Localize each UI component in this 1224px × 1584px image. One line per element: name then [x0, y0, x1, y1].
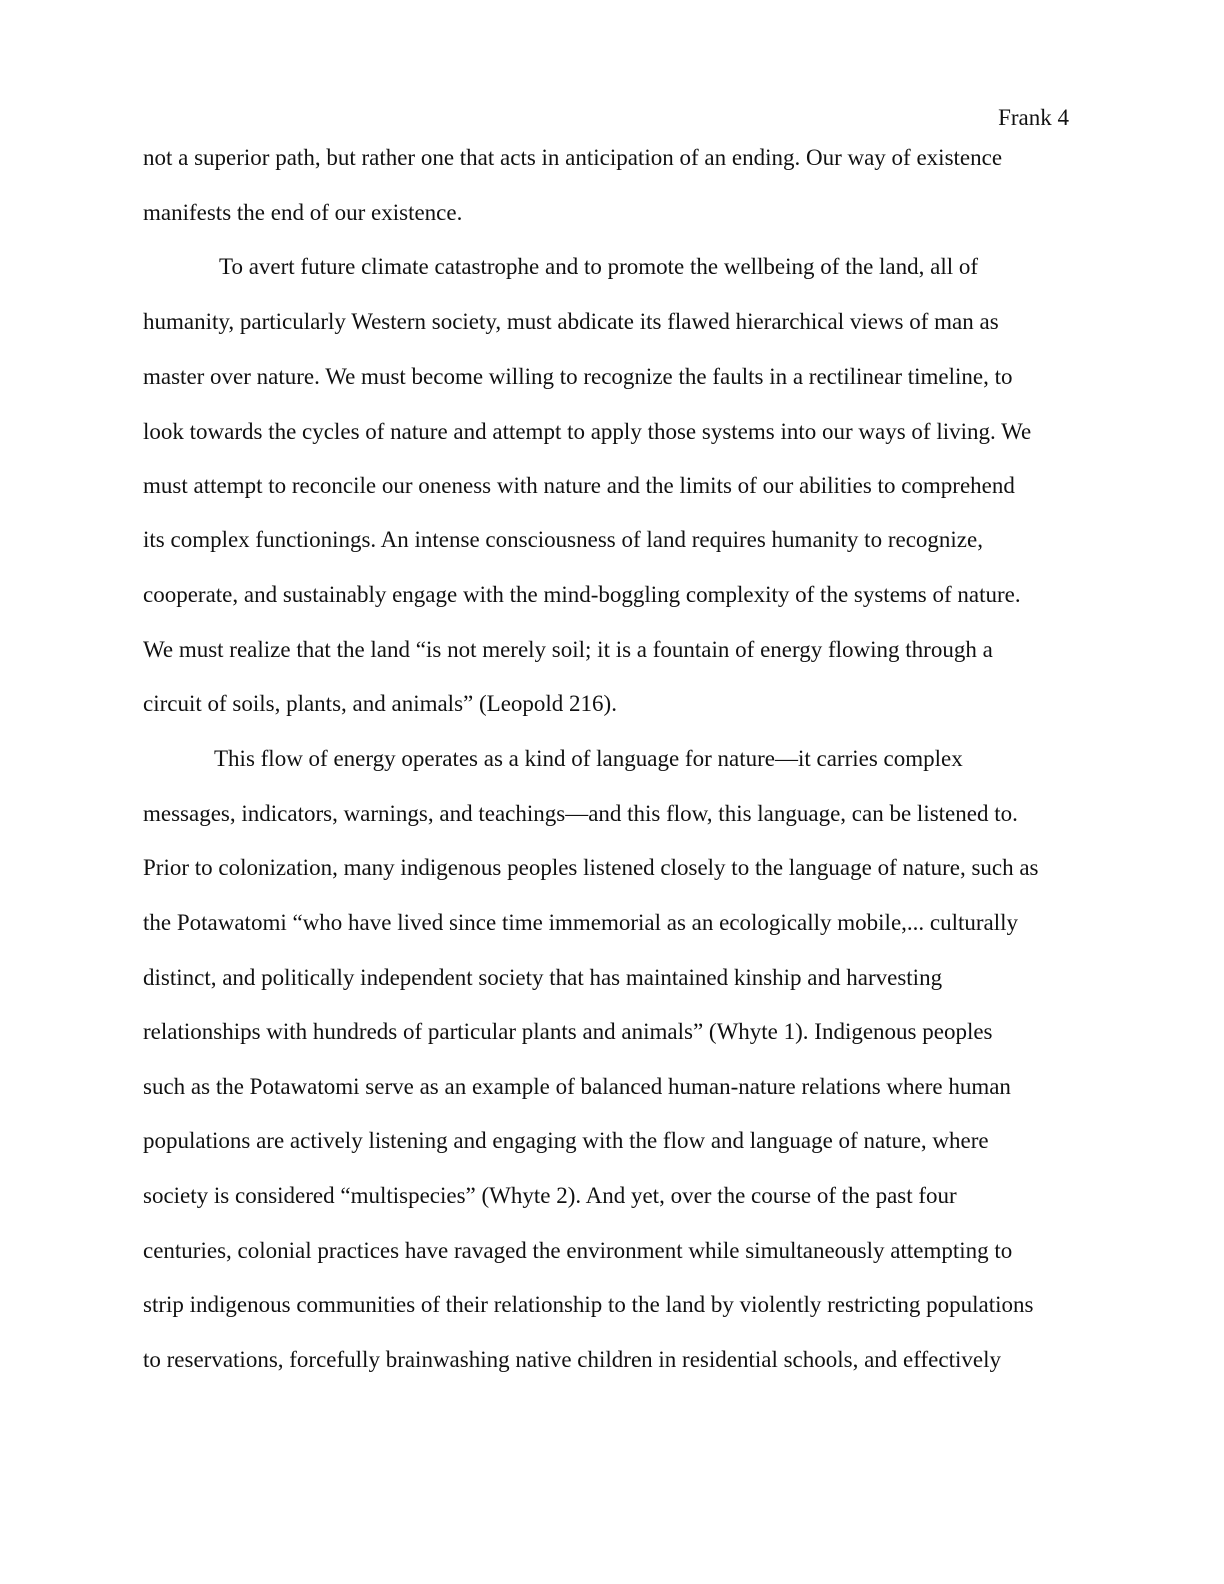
text-line: Prior to colonization, many indigenous peoples listened closely to the language of nature, such as [143, 855, 1039, 880]
paragraph-first-line: To avert future climate catastrophe and to promote the wellbeing of the land, all of [219, 254, 979, 279]
text-line: messages, indicators, warnings, and teachings—and this flow, this language, can be listened to. [143, 801, 1018, 826]
text-line: look towards the cycles of nature and attempt to apply those systems into our ways of living. We [143, 419, 1032, 444]
text-line: must attempt to reconcile our oneness with nature and the limits of our abilities to comprehend [143, 473, 1015, 498]
text-line: populations are actively listening and engaging with the flow and language of nature, where [143, 1128, 989, 1153]
text-line: humanity, particularly Western society, must abdicate its flawed hierarchical views of man as [143, 309, 999, 334]
text-line: centuries, colonial practices have ravaged the environment while simultaneously attempting to [143, 1238, 1013, 1263]
text-line: manifests the end of our existence. [143, 200, 463, 225]
running-head: Frank 4 [998, 105, 1069, 130]
text-line: distinct, and politically independent society that has maintained kinship and harvesting [143, 965, 943, 990]
text-line: such as the Potawatomi serve as an example of balanced human-nature relations where human [143, 1074, 1011, 1099]
paragraph-first-line: This flow of energy operates as a kind of language for nature—it carries complex [214, 746, 963, 771]
text-line: to reservations, forcefully brainwashing native children in residential schools, and effectively [143, 1347, 1001, 1372]
text-line: cooperate, and sustainably engage with the mind-boggling complexity of the systems of nature. [143, 582, 1021, 607]
text-line: relationships with hundreds of particular plants and animals” (Whyte 1). Indigenous peoples [143, 1019, 993, 1044]
text-line: circuit of soils, plants, and animals” (Leopold 216). [143, 691, 617, 716]
text-line: society is considered “multispecies” (Whyte 2). And yet, over the course of the past four [143, 1183, 957, 1208]
text-line: We must realize that the land “is not merely soil; it is a fountain of energy flowing through a [143, 637, 993, 662]
text-line: the Potawatomi “who have lived since time immemorial as an ecologically mobile,... culturally [143, 910, 1019, 935]
text-line: not a superior path, but rather one that acts in anticipation of an ending. Our way of existence [143, 145, 1003, 170]
text-line: strip indigenous communities of their relationship to the land by violently restricting populations [143, 1292, 1034, 1317]
text-line: its complex functionings. An intense consciousness of land requires humanity to recognize, [143, 527, 983, 552]
text-line: master over nature. We must become willing to recognize the faults in a rectilinear timeline, to [143, 364, 1013, 389]
